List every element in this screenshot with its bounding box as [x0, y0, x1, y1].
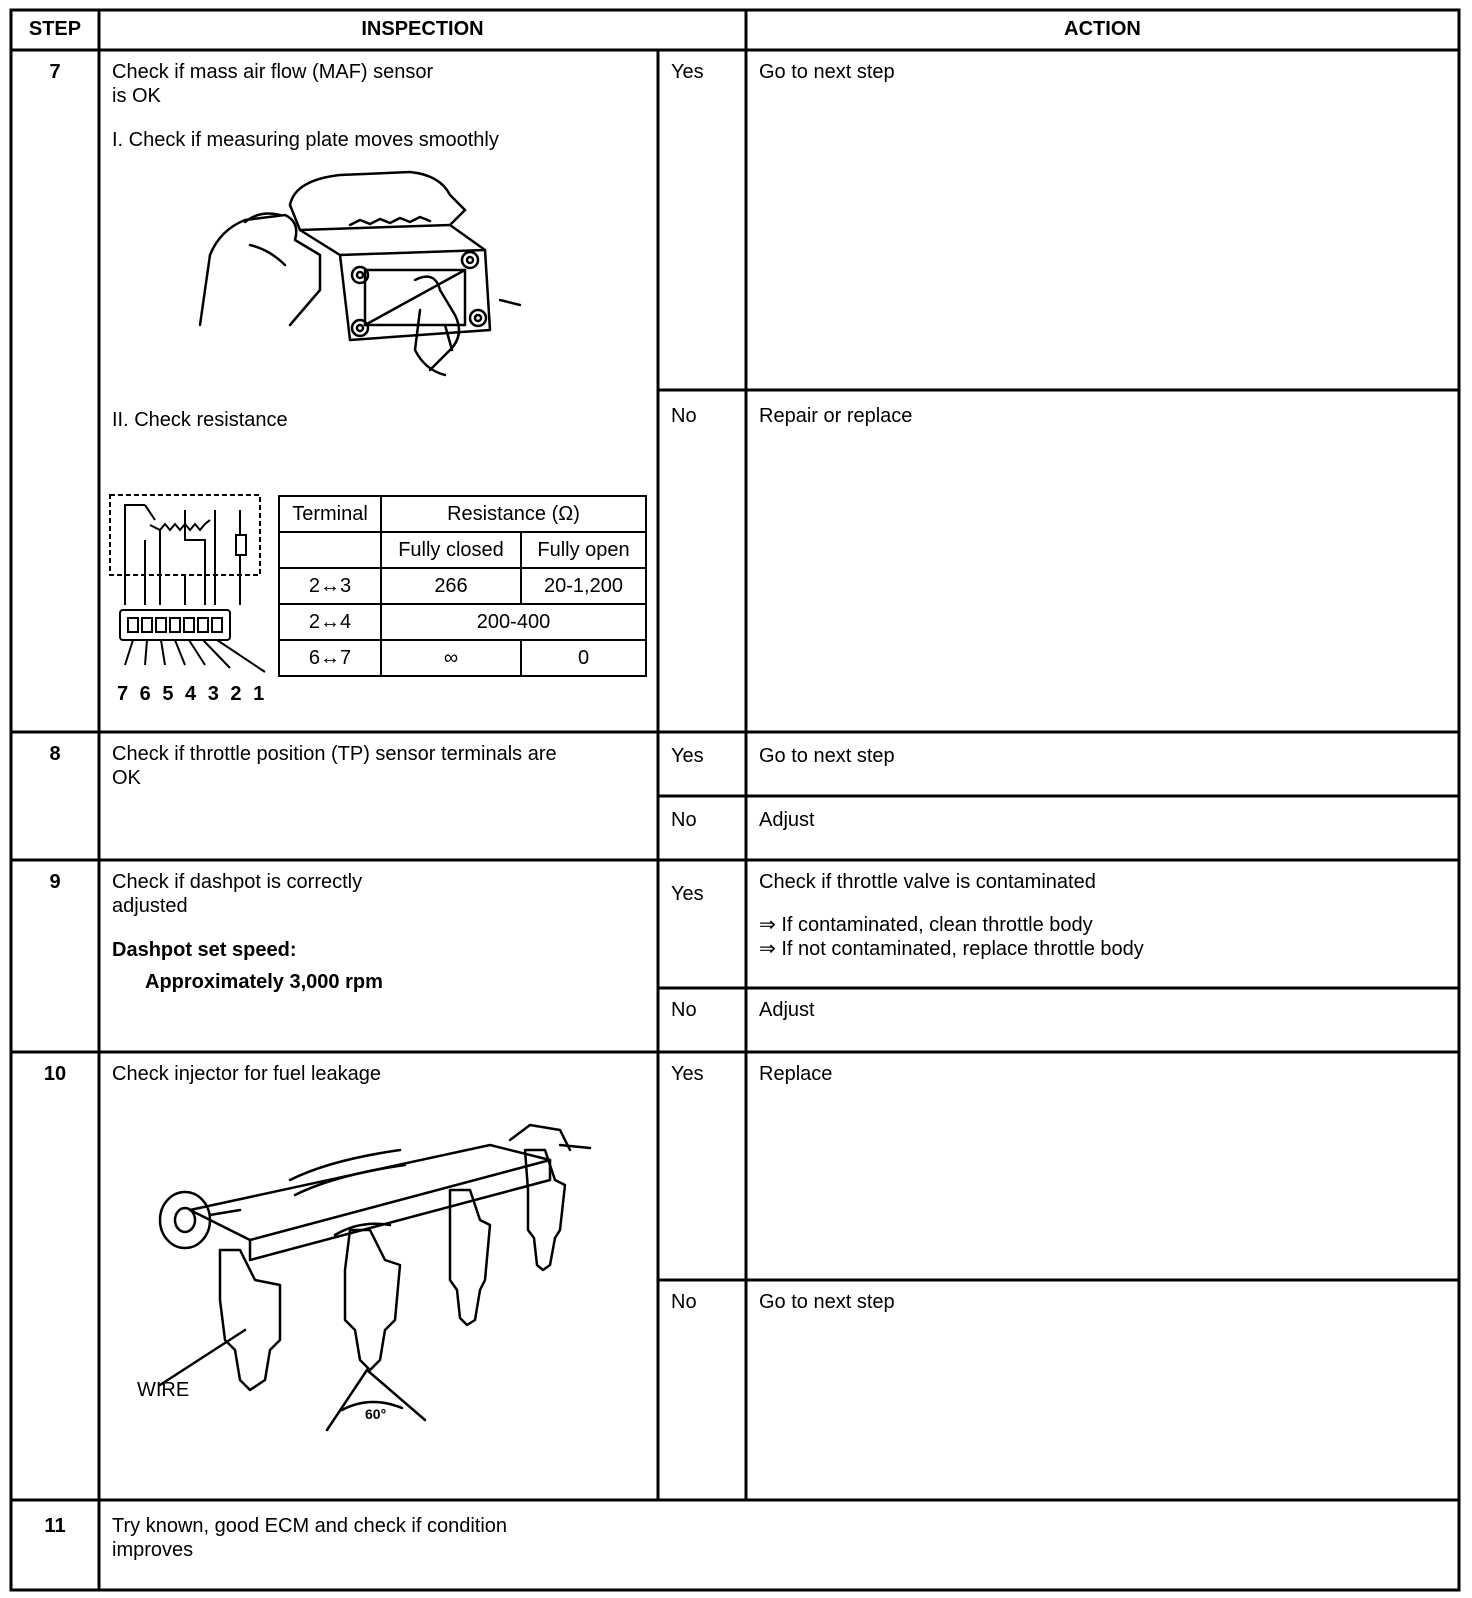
table-header-resistance: Resistance (Ω) [381, 496, 646, 532]
step-7-no-action: Repair or replace [759, 405, 913, 427]
step-9-yes-action: Check if throttle valve is contaminated [759, 871, 1096, 893]
step-11-title-line2: improves [112, 1539, 194, 1561]
table-header-terminal: Terminal [279, 496, 381, 532]
step-8-yes-action: Go to next step [759, 745, 895, 767]
step-9-yes-label: Yes [671, 883, 704, 905]
step-8-title-line1: Check if throttle position (TP) sensor terminals are [112, 743, 557, 765]
step-10-yes-label: Yes [671, 1063, 704, 1085]
header-inspection: INSPECTION [361, 18, 484, 40]
step-7-title-line2: is OK [112, 85, 161, 107]
step-7-yes-label: Yes [671, 61, 704, 83]
step-10-no-action: Go to next step [759, 1291, 895, 1313]
maf-circuit-schematic [105, 490, 275, 690]
step-9-number: 9 [49, 871, 61, 893]
step-10-yes-action: Replace [759, 1063, 833, 1085]
step-8-no-action: Adjust [759, 809, 815, 831]
table-header-fully-open: Fully open [521, 532, 646, 568]
header-action: ACTION [1064, 18, 1141, 40]
table-cell: 20-1,200 [521, 568, 646, 604]
step-10-number: 10 [43, 1063, 67, 1085]
step-7-substep-2: II. Check resistance [112, 409, 288, 431]
step-10-title: Check injector for fuel leakage [112, 1063, 382, 1085]
step-8-title-line2: OK [112, 767, 141, 789]
wire-label: WIRE [137, 1379, 190, 1401]
step-8-number: 8 [49, 743, 61, 765]
step-8-yes-label: Yes [671, 745, 704, 767]
step-7-title-line1: Check if mass air flow (MAF) sensor [112, 61, 434, 83]
table-row [279, 604, 646, 640]
resistance-table [278, 495, 647, 677]
step-11-title-line1: Try known, good ECM and check if condition [112, 1515, 508, 1537]
table-cell: 2↔3 [279, 568, 381, 604]
step-9-title-line1: Check if dashpot is correctly [112, 871, 363, 893]
table-cell: ∞ [381, 640, 521, 676]
angle-label: 60° [365, 1406, 387, 1422]
step-11-number: 11 [44, 1515, 66, 1537]
table-header-fully-closed: Fully closed [381, 532, 521, 568]
maf-sensor-illustration [190, 160, 540, 390]
step-9-no-action: Adjust [759, 999, 815, 1021]
table-cell: 0 [521, 640, 646, 676]
step-9-no-label: No [671, 999, 697, 1021]
table-header-blank [279, 532, 381, 568]
step-7-number: 7 [49, 61, 61, 83]
table-row [279, 568, 646, 604]
header-step: STEP [28, 18, 82, 40]
step-7-yes-action: Go to next step [759, 61, 895, 83]
step-7-substep-1: I. Check if measuring plate moves smoothly [112, 129, 499, 151]
connector-pin-numbers: 7 6 5 4 3 2 1 [117, 683, 268, 705]
table-row [279, 640, 646, 676]
table-cell: 266 [381, 568, 521, 604]
step-9-spec-label: Dashpot set speed: [112, 939, 297, 961]
step-10-no-label: No [671, 1291, 697, 1313]
step-8-no-label: No [671, 809, 697, 831]
step-9-yes-bullet-1: ⇒ If contaminated, clean throttle body [759, 914, 1093, 936]
step-9-yes-bullet-2: ⇒ If not contaminated, replace throttle body [759, 938, 1144, 960]
table-cell: 2↔4 [279, 604, 381, 640]
step-9-spec-value: Approximately 3,000 rpm [145, 971, 383, 993]
table-cell: 200-400 [381, 604, 646, 640]
step-7-no-label: No [671, 405, 697, 427]
table-cell: 6↔7 [279, 640, 381, 676]
step-9-title-line2: adjusted [112, 895, 188, 917]
